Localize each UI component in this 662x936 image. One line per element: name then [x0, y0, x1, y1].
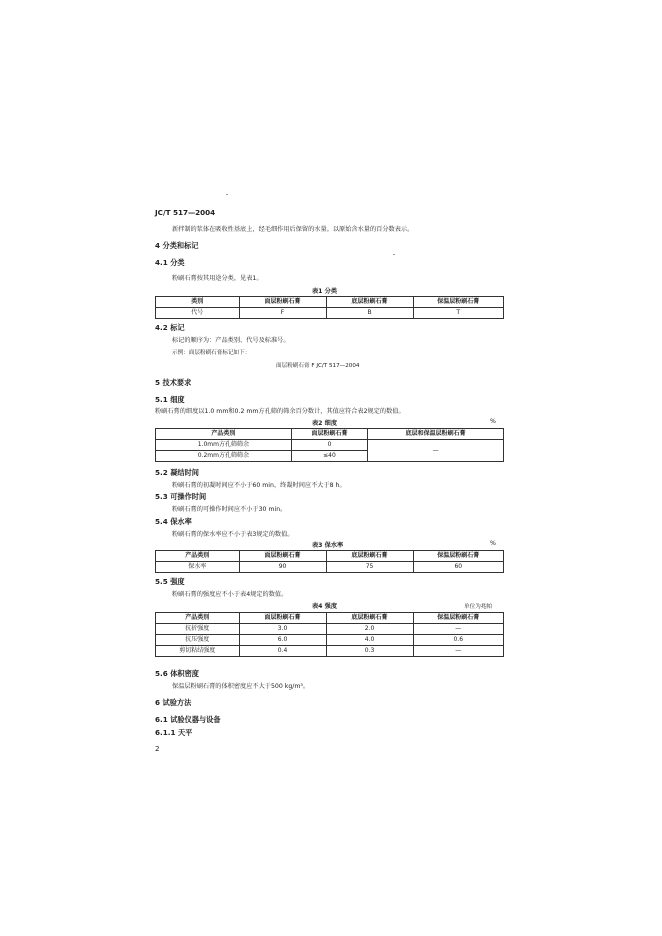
section-4-1-heading: 4.1 分类 — [155, 258, 185, 267]
section-5-6-text: 保温层粉刷石膏的体积密度应不大于500 kg/m³。 — [172, 683, 310, 690]
table-cell: 0.2mm方孔筛筛余 — [156, 451, 292, 462]
table-row — [156, 562, 504, 573]
table-row — [156, 635, 504, 646]
table-header-cell: 底层粉刷石膏 — [326, 297, 413, 308]
table-2-caption: 表2 细度 — [312, 420, 338, 427]
table-cell: 75 — [326, 562, 413, 573]
table-cell: 6.0 — [239, 635, 326, 646]
table-header-cell: 保温层粉刷石膏 — [413, 551, 503, 562]
section-5-2-text: 粉刷石膏的初凝时间应不小于60 min，终凝时间应不大于8 h。 — [172, 482, 346, 489]
section-6-1-heading: 6.1 试验仪器与设备 — [155, 715, 221, 724]
table-cell: 0.3 — [326, 646, 413, 657]
section-5-2-heading: 5.2 凝结时间 — [155, 468, 199, 477]
table-cell: — — [413, 624, 503, 635]
table-header-cell: 类别 — [156, 297, 240, 308]
table-cell: ≤40 — [291, 451, 368, 462]
table-cell: 保水率 — [156, 562, 240, 573]
table-cell: 1.0mm方孔筛筛余 — [156, 440, 292, 451]
table-row — [156, 624, 504, 635]
table-row — [156, 308, 504, 319]
section-5-heading: 5 技术要求 — [155, 378, 192, 387]
scan-speck — [226, 194, 228, 195]
section-5-6-heading: 5.6 体积密度 — [155, 669, 199, 678]
table-cell-merged: — — [368, 440, 504, 462]
table-header-cell: 面层粉刷石膏 — [239, 297, 326, 308]
section-5-4-text: 粉刷石膏的保水率应不小于表3规定的数值。 — [172, 531, 294, 538]
table-header-cell: 面层粉刷石膏 — [239, 613, 326, 624]
table-header-cell: 底层粉刷石膏 — [326, 613, 413, 624]
table-header-cell: 保温层粉刷石膏 — [413, 613, 503, 624]
table-cell: 代号 — [156, 308, 240, 319]
marking-example: 面层粉刷石膏 F JC/T 517—2004 — [276, 363, 360, 369]
intro-line: 新拌制的浆体在吸收性基底上，经毛细作用后保留的水量。以原始含水量的百分数表示。 — [172, 226, 414, 233]
table-3-caption: 表3 保水率 — [312, 542, 344, 549]
table-cell: 4.0 — [326, 635, 413, 646]
table-cell: B — [326, 308, 413, 319]
table-cell: 3.0 — [239, 624, 326, 635]
standard-code-header: JC/T 517—2004 — [155, 208, 216, 217]
table-1-caption: 表1 分类 — [312, 288, 338, 295]
table-cell: 60 — [413, 562, 503, 573]
table-header-cell: 产品类别 — [156, 429, 292, 440]
section-5-1-heading: 5.1 细度 — [155, 395, 185, 404]
table-2-unit: % — [490, 418, 496, 425]
table-1 — [155, 296, 504, 319]
scan-speck — [393, 254, 395, 255]
table-header-cell: 面层粉刷石膏 — [291, 429, 368, 440]
table-cell: 0.6 — [413, 635, 503, 646]
section-4-2-text: 标记的顺序为：产品类别、代号及标准号。 — [172, 337, 290, 344]
table-cell: — — [413, 646, 503, 657]
table-header-cell: 产品类别 — [156, 613, 240, 624]
section-5-5-heading: 5.5 强度 — [155, 577, 185, 586]
section-4-2-heading: 4.2 标记 — [155, 323, 185, 332]
table-4-caption: 表4 强度 — [312, 603, 338, 610]
table-3-unit: % — [490, 540, 496, 547]
table-2 — [155, 428, 504, 462]
table-4 — [155, 612, 504, 657]
table-header-cell: 底层和保温层粉刷石膏 — [368, 429, 504, 440]
section-6-heading: 6 试验方法 — [155, 698, 192, 707]
section-6-1-1-heading: 6.1.1 天平 — [155, 728, 193, 737]
table-cell: 抗折强度 — [156, 624, 240, 635]
section-5-1-text: 粉刷石膏的细度以1.0 mm和0.2 mm方孔筛的筛余百分数计，其值应符合表2规定的数值。 — [155, 408, 405, 415]
section-4-1-text: 粉刷石膏按其用途分类，见表1。 — [172, 275, 263, 282]
table-cell: T — [413, 308, 503, 319]
table-cell: 0 — [291, 440, 368, 451]
table-cell: 0.4 — [239, 646, 326, 657]
table-cell: F — [239, 308, 326, 319]
table-row — [156, 646, 504, 657]
section-5-4-heading: 5.4 保水率 — [155, 517, 192, 526]
section-5-3-text: 粉刷石膏的可操作时间应不小于30 min。 — [172, 506, 287, 513]
marking-example-label: 示例：面层粉刷石膏标记如下： — [172, 350, 251, 356]
table-cell: 90 — [239, 562, 326, 573]
table-cell: 2.0 — [326, 624, 413, 635]
table-3 — [155, 550, 504, 573]
table-row — [156, 440, 504, 451]
table-header-cell: 产品类别 — [156, 551, 240, 562]
table-header-cell: 底层粉刷石膏 — [326, 551, 413, 562]
table-cell: 剪切粘结强度 — [156, 646, 240, 657]
table-cell: 抗压强度 — [156, 635, 240, 646]
table-header-cell: 保温层粉刷石膏 — [413, 297, 503, 308]
section-5-3-heading: 5.3 可操作时间 — [155, 492, 207, 501]
page-number: 2 — [155, 744, 160, 753]
table-header-cell: 面层粉刷石膏 — [239, 551, 326, 562]
section-5-5-text: 粉刷石膏的强度应不小于表4规定的数值。 — [172, 591, 288, 598]
section-4-heading: 4 分类和标记 — [155, 241, 199, 250]
table-4-unit: 单位为兆帕 — [464, 604, 492, 610]
